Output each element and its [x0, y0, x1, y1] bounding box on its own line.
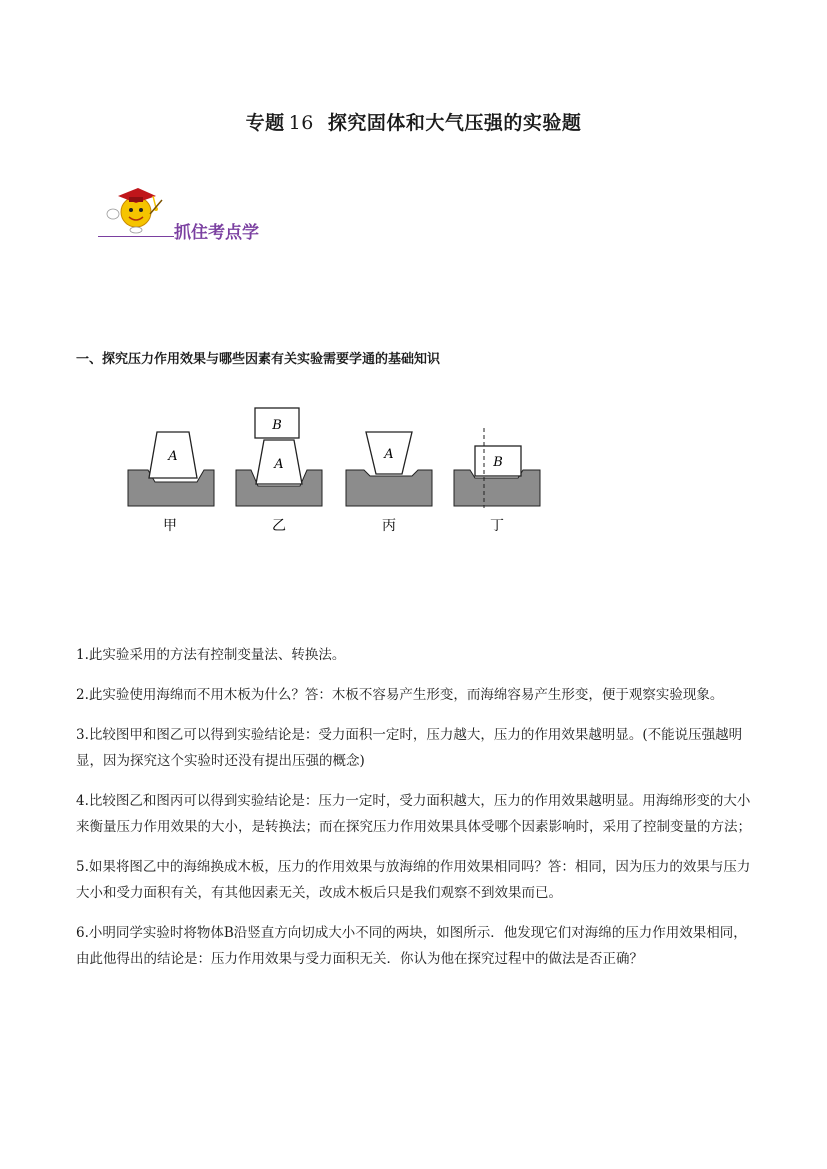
- panel-jia: [128, 432, 214, 534]
- paragraph: 5.如果将图乙中的海绵换成木板，压力的作用效果与放海绵的作用效果相同吗？答：相同，因为压力的效果与压力大小和受力面积有关，有其他因素无关，改成木板后只是我们观察不到效果而已。: [76, 859, 751, 901]
- paragraph: 2.此实验使用海绵而不用木板为什么？答：木板不容易产生形变，而海绵容易产生形变，便于观察实验现象。: [76, 687, 724, 703]
- page-title: [0, 108, 827, 135]
- paragraph: 1.此实验采用的方法有控制变量法、转换法。: [76, 647, 346, 663]
- pressure-experiment-figure: [120, 402, 560, 538]
- caption-jia: 甲: [163, 518, 177, 534]
- experiment-diagram: [120, 402, 560, 538]
- badge-label: 抓住考点学: [174, 223, 259, 243]
- paragraph: 6.小明同学实验时将物体B沿竖直方向切成大小不同的两块，如图所示．他发现它们对海绵的压力作用效果相同，由此他得出的结论是：压力作用效果与受力面积无关．你认为他在探究过程中的做法是否正确？: [76, 925, 747, 967]
- caption-ding: 丁: [490, 518, 504, 534]
- topic-label: 专题: [245, 112, 285, 134]
- caption-bing: 丙: [382, 518, 396, 534]
- section-heading-1: 一、探究压力作用效果与哪些因素有关实验需要学通的基础知识: [76, 352, 441, 367]
- panel-bing: [346, 432, 432, 534]
- block-a-label: A: [384, 447, 394, 462]
- mascot-graduation-cap-icon: [96, 178, 176, 240]
- paragraph: 3.比较图甲和图乙可以得到实验结论是：受力面积一定时，压力越大，压力的作用效果越明显。(不能说压强越明显，因为探究这个实验时还没有提出压强的概念): [76, 727, 743, 769]
- badge-underline: [98, 236, 174, 237]
- paragraph: 4.比较图乙和图丙可以得到实验结论是：压力一定时，受力面积越大，压力的作用效果越明显。用海绵形变的大小来衡量压力作用效果的大小，是转换法；而在探究压力作用效果具体受哪个因素影响时，采用了控制变量的方法；: [76, 793, 751, 835]
- caption-yi: 乙: [272, 518, 286, 534]
- block-b-label: B: [272, 418, 282, 433]
- topic-number: 16: [288, 112, 314, 134]
- key-points-badge: [96, 178, 296, 242]
- panel-ding: [454, 428, 540, 534]
- block-a-label: A: [168, 449, 178, 464]
- block-a-label: A: [274, 457, 284, 472]
- block-b-label: B: [493, 455, 503, 470]
- body-text: [76, 642, 752, 986]
- topic-title: 探究固体和大气压强的实验题: [327, 112, 582, 134]
- panel-yi: [236, 408, 322, 534]
